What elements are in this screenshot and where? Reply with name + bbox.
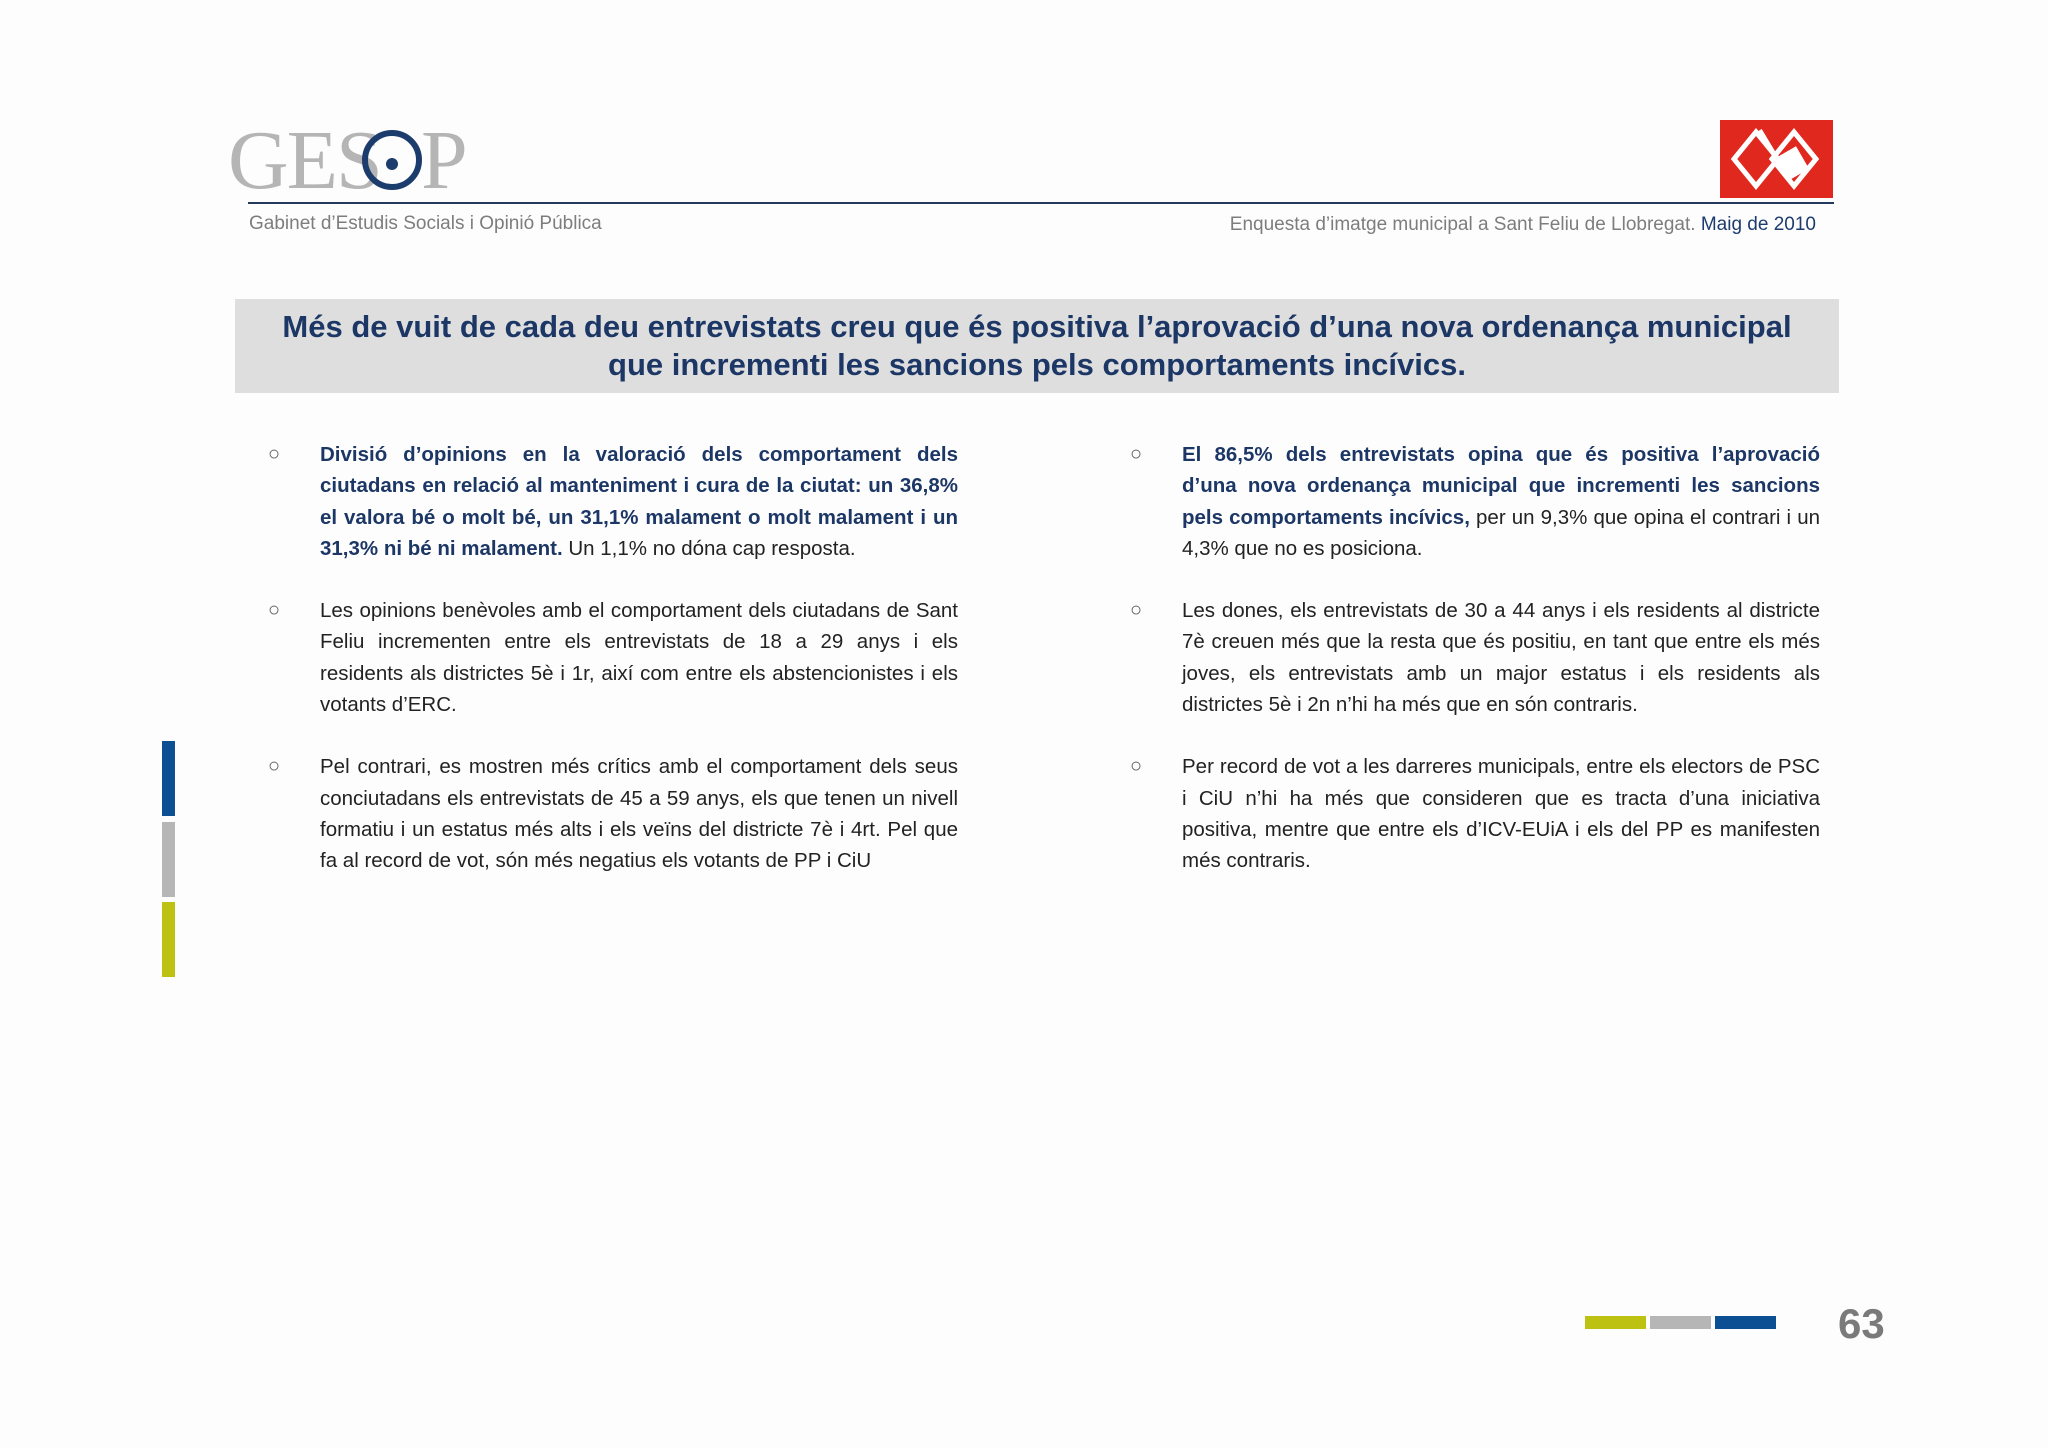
bullet-highlight: El 86,5% dels entrevistats opina que és positiva l’aprovació d’una nova ordenança municipal que incrementi les sancions pels comportaments incívics, xyxy=(1182,443,1820,529)
footer-bar-blue xyxy=(1715,1316,1776,1329)
list-item xyxy=(1130,751,1820,876)
list-item xyxy=(1130,439,1820,564)
bullet-text xyxy=(320,595,958,720)
bullet-highlight: Divisió d’opinions en la valoració dels comportament dels ciutadans en relació al manteniment i cura de la ciutat: un 36,8% el valora bé o molt bé, un 31,1% malament o molt malament i un 31,3% ni bé ni malament. xyxy=(320,443,958,560)
bullet-text xyxy=(320,439,958,564)
bullet-text xyxy=(1182,439,1820,564)
survey-name: Enquesta d’imatge municipal a Sant Feliu de Llobregat. xyxy=(1229,214,1696,235)
bullet-body: Pel contrari, es mostren més crítics amb el comportament dels seus conciutadans els entrevistats de 45 a 59 anys, els que tenen un nivell formatiu i un estatus més alts i els veïns del districte 7è i 4rt. Pel que fa al record de vot, són més negatius els votants de PP i CiU xyxy=(320,755,958,873)
bullet-body: per un 9,3% que opina el contrari i un 4,3% que no es posiciona. xyxy=(1182,505,1821,560)
bullet-circle-icon: ○ xyxy=(1130,599,1143,622)
header-rule xyxy=(248,202,1834,204)
survey-title xyxy=(1230,214,1816,236)
footer-bar-lime xyxy=(1585,1316,1646,1329)
list-item xyxy=(1130,595,1820,720)
list-item xyxy=(268,751,958,876)
footer-bar-gray xyxy=(1650,1316,1711,1329)
bullet-circle-icon: ○ xyxy=(268,755,281,778)
municipal-logo-icon xyxy=(1720,120,1833,198)
page-title-line-2: que incrementi les sancions pels comportaments incívics. xyxy=(608,347,1466,382)
bullet-body: Les dones, els entrevistats de 30 a 44 anys i els residents al districte 7è creuen més que la resta que és positiu, en tant que entre els més joves, els entrevistats amb un major estatus i els residents als districtes 5è i 2n n’hi ha més que en són contraris. xyxy=(1182,599,1820,717)
survey-date: Maig de 2010 xyxy=(1700,214,1816,235)
bullet-circle-icon: ○ xyxy=(268,599,281,622)
list-item xyxy=(268,595,958,720)
page-number: 63 xyxy=(1838,1300,1885,1347)
side-bar-blue xyxy=(162,741,175,816)
side-bar-gray xyxy=(162,822,175,897)
bullet-circle-icon: ○ xyxy=(1130,443,1143,465)
bullet-text xyxy=(1182,595,1820,720)
page-title-line-1: Més de vuit de cada deu entrevistats creu que és positiva l’aprovació d’una nova ordenança municipal xyxy=(282,309,1792,344)
left-column xyxy=(268,439,958,908)
svg-text:GES: GES xyxy=(228,118,381,198)
page-title xyxy=(267,308,1807,384)
bullet-circle-icon: ○ xyxy=(1130,755,1143,778)
organization-name: Gabinet d’Estudis Socials i Opinió Pública xyxy=(249,213,602,234)
svg-text:P: P xyxy=(421,118,468,198)
list-item xyxy=(268,439,958,564)
bullet-body: Les opinions benèvoles amb el comportament dels ciutadans de Sant Feliu incrementen entre els entrevistats de 18 a 29 anys i els residents als districtes 5è i 1r, així com entre els abstencionistes i els votants d’ERC. xyxy=(320,599,958,717)
bullet-body: Per record de vot a les darreres municipals, entre els electors de PSC i CiU n’hi ha més que consideren que es tracta d’una iniciativa positiva, mentre que entre els d’ICV-EUiA i els del PP es manifesten més contraris. xyxy=(1182,755,1820,873)
side-bar-lime xyxy=(162,902,175,977)
bullet-text xyxy=(320,751,958,876)
bullet-circle-icon: ○ xyxy=(268,443,281,465)
headline-box xyxy=(235,299,1839,393)
bullet-text xyxy=(1182,751,1820,876)
gesop-logo xyxy=(228,118,496,198)
bullet-body: Un 1,1% no dóna cap resposta. xyxy=(562,536,856,560)
right-column xyxy=(1130,439,1820,908)
